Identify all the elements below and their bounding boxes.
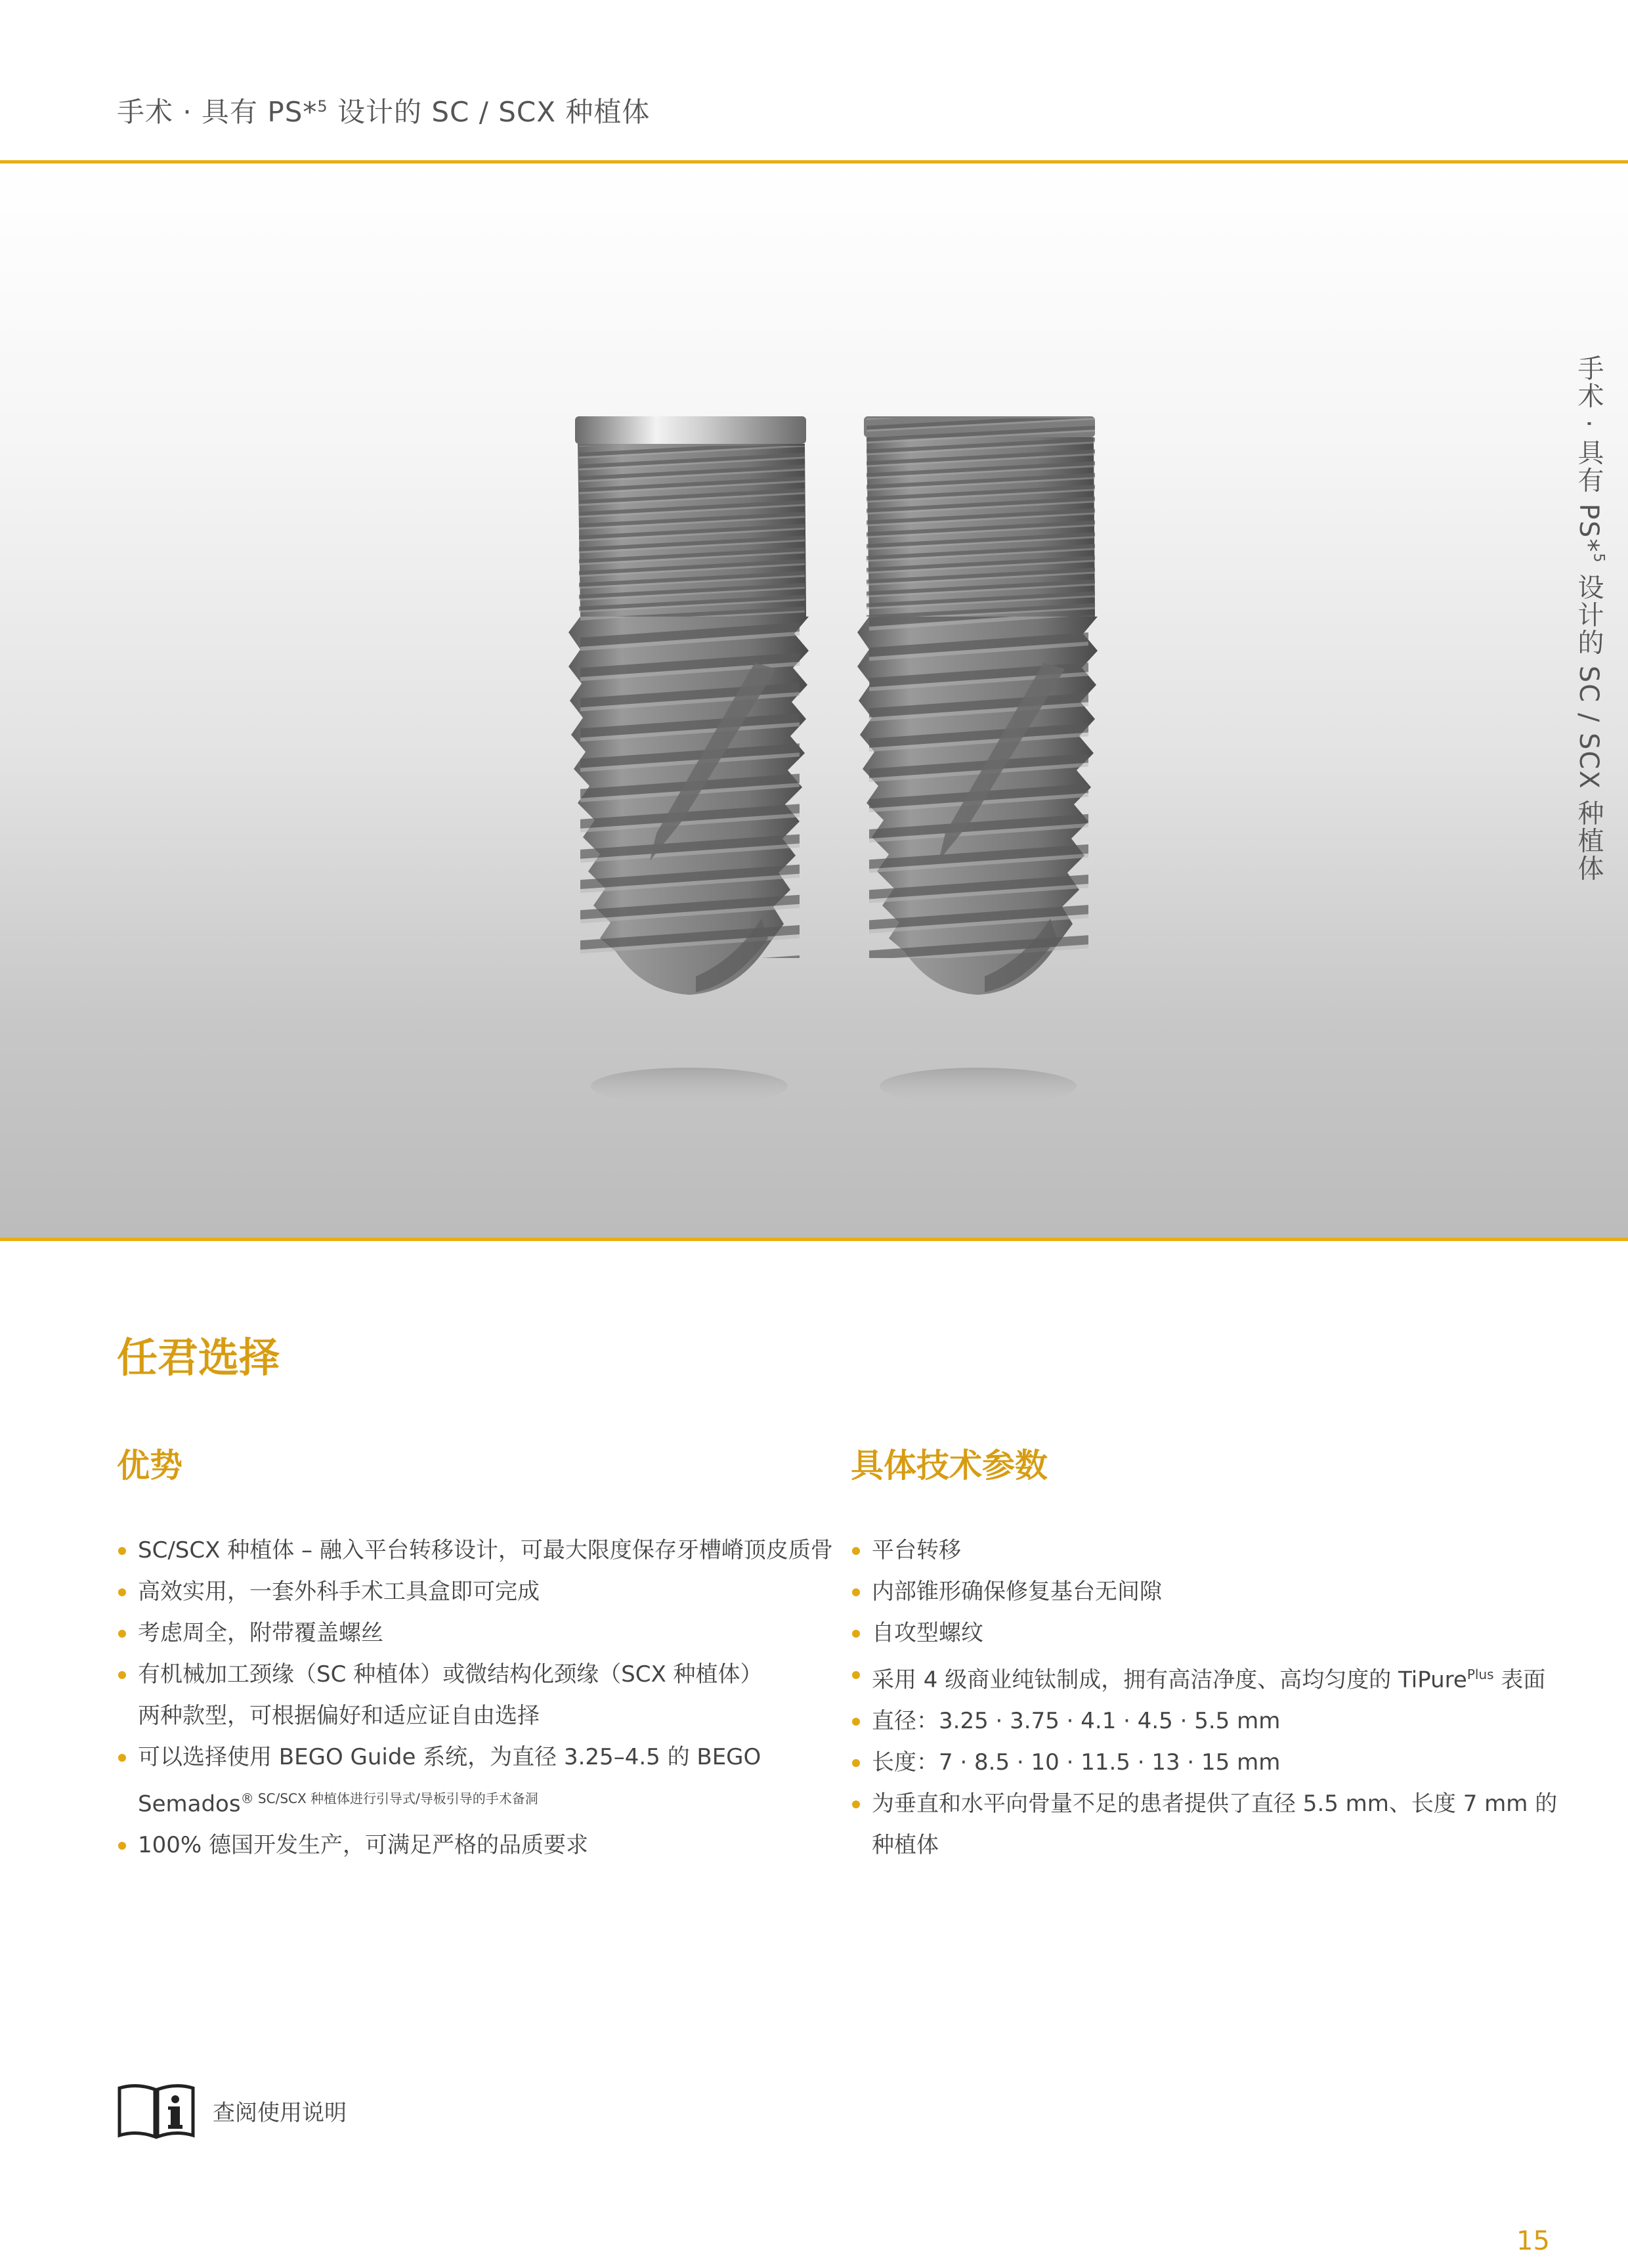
tipure-plus-superscript: Plus [1467,1667,1494,1682]
section-title: 任君选择 [117,1334,280,1382]
list-item [117,1737,839,1825]
advantages-list [117,1530,839,1866]
list-item-text-continued: 两种款型，可根据偏好和适应证自由选择 [138,1703,540,1729]
list-item-text-continued: Semados [138,1791,241,1818]
list-item-text: SC/SCX 种植体 – 融入平台转移设计，可最大限度保存牙槽嵴顶皮质骨 [138,1537,833,1563]
list-item-text: 采用 4 级商业纯钛制成，拥有高洁净度、高均匀度的 TiPure [872,1667,1467,1693]
list-item [851,1654,1573,1701]
specs-heading: 具体技术参数 [851,1447,1048,1485]
side-title-suffix: 设计的 SC / SCX 种植体 [1574,563,1604,883]
header-superscript: 5 [317,97,328,116]
side-title-text: 手术 · 具有 PS* [1574,355,1604,554]
list-item [117,1613,839,1654]
list-item-text-suffix: 表面 [1493,1667,1546,1693]
instructions-note [117,2082,347,2139]
list-item-text: 可以选择使用 BEGO Guide 系统，为直径 3.25–4.5 的 BEGO [138,1744,761,1770]
implant-scx [857,416,1098,1104]
list-item [851,1742,1573,1783]
header-text-suffix: 设计的 SC / SCX 种植体 [328,96,651,128]
list-item-text: 平台转移 [872,1537,961,1563]
list-item [851,1571,1573,1613]
list-item-text: 高效实用，一套外科手术工具盒即可完成 [138,1579,540,1605]
list-item [117,1654,839,1737]
page-number: 15 [1516,2226,1550,2256]
list-item [851,1530,1573,1571]
product-image [0,164,1628,1238]
list-item-text: 内部锥形确保修复基台无间隙 [872,1579,1162,1605]
side-title-superscript: 5 [1590,553,1607,564]
list-item-text: 长度：7 · 8.5 · 10 · 11.5 · 13 · 15 mm [872,1749,1281,1776]
registered-mark: ® SC/SCX 种植体进行引导式/导板引导的手术备洞 [240,1791,538,1806]
list-item-text: 直径：3.25 · 3.75 · 4.1 · 4.5 · 5.5 mm [872,1708,1281,1735]
info-manual-icon [117,2082,196,2139]
list-item [851,1783,1573,1866]
info-label: 查阅使用说明 [213,2099,347,2126]
list-item [117,1571,839,1613]
implants-illustration [0,164,1628,1238]
list-item [117,1530,839,1571]
list-item-text: 为垂直和水平向骨量不足的患者提供了直径 5.5 mm、长度 7 mm 的 [872,1791,1558,1818]
image-bottom-divider [0,1238,1628,1241]
advantages-heading: 优势 [117,1447,182,1485]
list-item [851,1613,1573,1654]
list-item-text: 考虑周全，附带覆盖螺丝 [138,1620,383,1646]
list-item [851,1701,1573,1742]
list-item-text: 有机械加工颈缘（SC 种植体）或微结构化颈缘（SCX 种植体） [138,1661,763,1688]
list-item-text: 100% 德国开发生产，可满足严格的品质要求 [138,1832,589,1859]
list-item [117,1825,839,1866]
implant-sc [568,416,809,1104]
header-text: 手术 · 具有 PS* [117,96,318,128]
side-running-title [1570,355,1608,882]
list-item-text: 自攻型螺纹 [872,1620,983,1646]
running-header [117,91,650,130]
list-item-text-continued: 种植体 [872,1832,939,1859]
specs-list [851,1530,1573,1866]
